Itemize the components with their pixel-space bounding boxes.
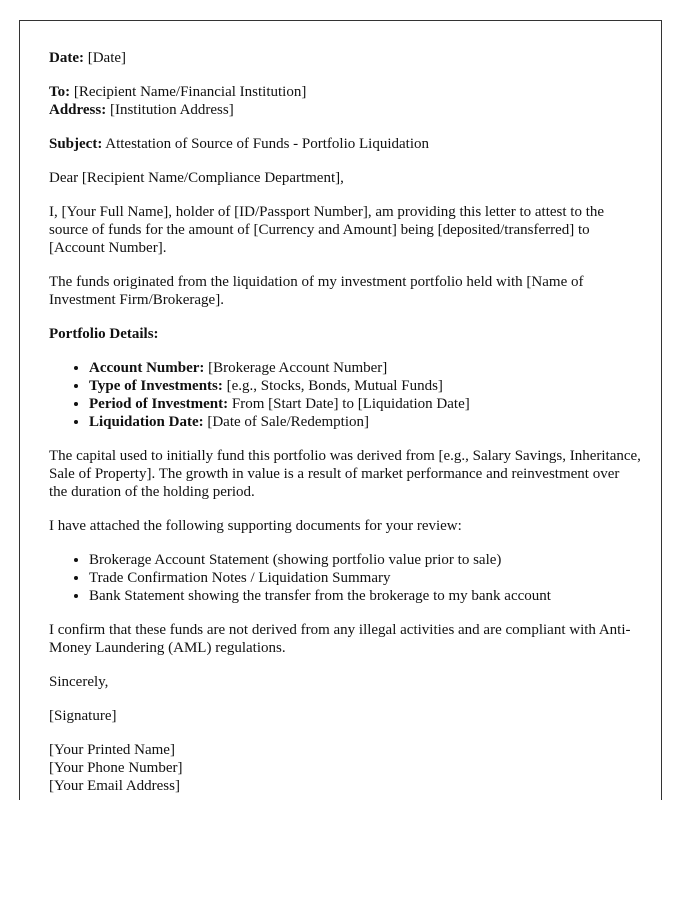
capital-paragraph: The capital used to initially fund this portfolio was derived from [e.g., Salary Savings, Inheritance, Sale of Property]. The growth in value is a result of market performance and reinvestment over the duration of the holding period. xyxy=(49,448,641,500)
list-item: • Trade Confirmation Notes / Liquidation Summary xyxy=(89,569,661,587)
list-item: • Type of Investments: [e.g., Stocks, Bonds, Mutual Funds] xyxy=(89,377,661,395)
recipient-block: To: [Recipient Name/Financial Institution] Address: [Institution Address] xyxy=(49,84,307,118)
subject-line: Subject: Attestation of Source of Funds - Portfolio Liquidation xyxy=(49,136,429,152)
printed-name: [Your Printed Name] xyxy=(49,742,175,758)
letter-page xyxy=(19,20,662,800)
attached-paragraph: I have attached the following supporting documents for your review: xyxy=(49,518,462,534)
email-address: [Your Email Address] xyxy=(49,778,180,794)
list-item: • Brokerage Account Statement (showing portfolio value prior to sale) xyxy=(89,551,661,569)
contact-block xyxy=(49,741,641,795)
list-item: • Period of Investment: From [Start Date] to [Liquidation Date] xyxy=(89,395,661,413)
list-item: • Account Number: [Brokerage Account Number] xyxy=(89,359,661,377)
salutation: Dear [Recipient Name/Compliance Department], xyxy=(49,170,344,186)
phone-number: [Your Phone Number] xyxy=(49,760,183,776)
portfolio-heading: Portfolio Details: xyxy=(49,326,159,342)
list-item: • Bank Statement showing the transfer from the brokerage to my bank account xyxy=(89,587,661,605)
intro-paragraph: I, [Your Full Name], holder of [ID/Passport Number], am providing this letter to attest to the source of funds for the amount of [Currency and Amount] being [deposited/transferred] to [Account Number]. xyxy=(49,204,605,256)
sign-off: Sincerely, xyxy=(49,674,109,690)
signature: [Signature] xyxy=(49,708,117,724)
date-line: Date: [Date] xyxy=(49,50,127,66)
documents-list xyxy=(49,551,661,605)
portfolio-details-list xyxy=(49,359,661,431)
origin-paragraph: The funds originated from the liquidation of my investment portfolio held with [Name of Investment Firm/Brokerage]. xyxy=(49,274,584,308)
confirm-paragraph: I confirm that these funds are not derived from any illegal activities and are compliant with Anti-Money Laundering (AML) regulations. xyxy=(49,622,631,656)
list-item: • Liquidation Date: [Date of Sale/Redemption] xyxy=(89,413,661,431)
